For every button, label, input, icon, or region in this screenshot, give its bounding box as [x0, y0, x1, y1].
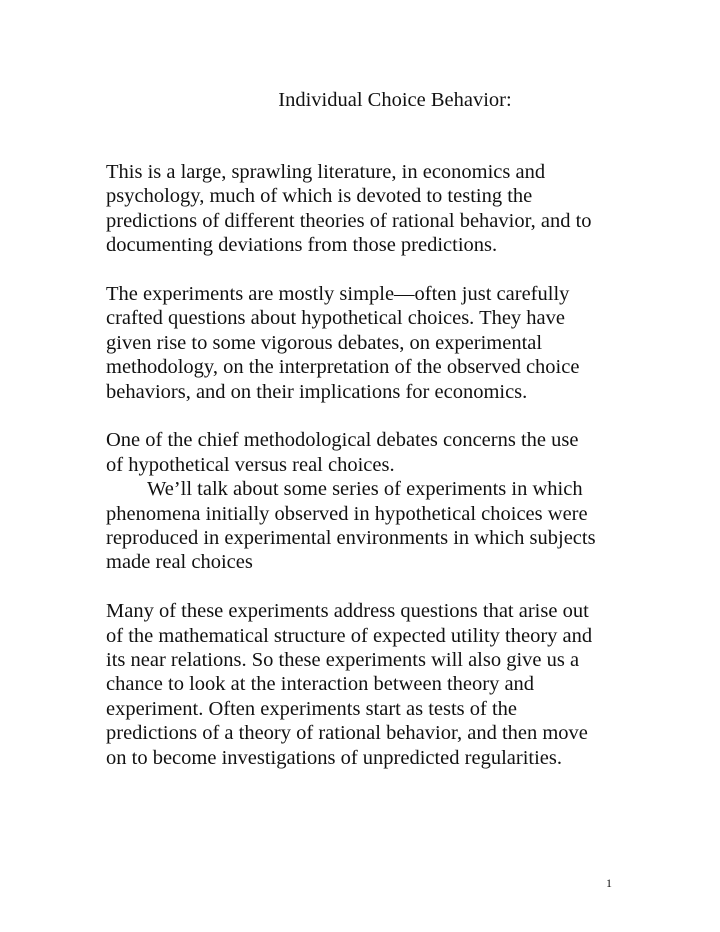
page-title: Individual Choice Behavior:: [278, 89, 512, 111]
paragraph-expected-utility: Many of these experiments address questions that arise out of the mathematical structure of expected utility theory and its near relations. So these experiments will also give us a chance to look at the interaction between theory and experiment. Often experiments start as tests of the predictions of a theory of rational behavior, and then move on to become investigations of unpredicted regularities.: [106, 600, 593, 769]
paragraph-series-of-experiments: We’ll talk about some series of experiments in which phenomena initially observed in hypothetical choices were reproduced in experimental environments in which subjects made real choices: [106, 478, 596, 574]
page-number: 1: [606, 876, 612, 890]
document-body: [106, 160, 626, 795]
paragraph-experiments: The experiments are mostly simple—often just carefully crafted questions about hypothetical choices. They have given rise to some vigorous debates, on experimental methodology, on the interpretation of the observed choice behaviors, and on their implications for economics.: [106, 283, 580, 403]
paragraph-intro: This is a large, sprawling literature, in economics and psychology, much of which is devoted to testing the predictions of different theories of rational behavior, and to documenting deviations from those predictions.: [106, 161, 592, 257]
paragraph-methodological-debates: One of the chief methodological debates concerns the use of hypothetical versus real choices.: [106, 429, 579, 476]
